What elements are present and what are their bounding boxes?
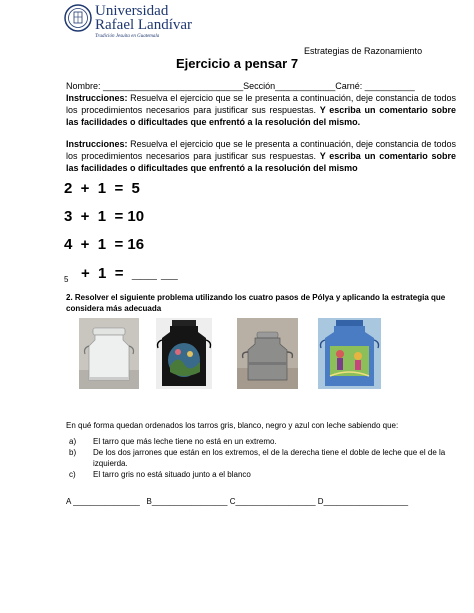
answer-blanks: A _______________ B_________________ C__________________ D___________________ [66, 497, 409, 506]
equation-2: 3 + 1 = 10 [64, 208, 145, 225]
list-item [66, 469, 456, 480]
instructions-paragraph-1 [66, 92, 456, 128]
instructions-comment: Y escriba un comentario sobre las facilidades o dificultades que enfrentó a la resolución del mismo [66, 151, 456, 173]
clue-text: De los dos jarrones que están en los extremos, el de la derecha tiene el doble de leche que el de la izquierda. [93, 448, 446, 468]
instructions-text: Resuelva el ejercicio que se le presenta a continuación, deje constancia de todos los procedimientos necesarios para justificar sus respuestas. [66, 93, 456, 115]
equation-1: 2 + 1 = 5 [64, 180, 140, 197]
instructions-text: Resuelva el ejercicio que se le presenta a continuación, deje constancia de todos los procedimientos necesarios para justificar sus respuestas. [66, 139, 456, 161]
gray-milk-can-image [237, 318, 298, 389]
university-logo [64, 4, 194, 42]
instructions-paragraph-2 [66, 138, 456, 174]
white-milk-can-image [79, 318, 139, 389]
student-info-line: Nombre: ____________________________Sección____________Carné: __________ [66, 81, 415, 91]
clue-text: El tarro que más leche tiene no está en un extremo. [93, 437, 277, 446]
clue-label: b) [69, 448, 77, 457]
list-item [66, 436, 456, 447]
equation-4-number: 5 [64, 275, 69, 284]
blue-milk-can-image [318, 318, 381, 389]
equation-4-rest: + 1 = ___ __ [68, 265, 178, 282]
instructions-label: Instrucciones: [66, 139, 128, 149]
question-2: 2. Resolver el siguiente problema utilizando los cuatro pasos de Pólya y aplicando la estrategia que considera más adecuada [66, 293, 446, 313]
page-title: Ejercicio a pensar 7 [175, 56, 299, 71]
list-item [66, 447, 456, 469]
instructions-label: Instrucciones: [66, 93, 128, 103]
instructions-comment: Y escriba un comentario sobre las facilidades o dificultades que enfrentó a la resolución del mismo. [66, 105, 456, 127]
equation-3: 4 + 1 = 16 [64, 236, 145, 253]
equation-4 [64, 265, 178, 284]
black-milk-can-image [156, 318, 212, 389]
clue-label: a) [69, 437, 77, 446]
clues-list [66, 436, 456, 480]
university-name-line2: Rafael Landívar [95, 17, 193, 33]
university-tagline: Tradición Jesuita en Guatemala [95, 34, 160, 39]
clue-label: c) [69, 470, 76, 479]
problem-question: En qué forma quedan ordenados los tarros gris, blanco, negro y azul con leche sabiendo que: [66, 421, 399, 430]
course-name: Estrategias de Razonamiento [304, 46, 423, 56]
university-seal-icon [64, 4, 92, 32]
clue-text: El tarro gris no está situado junto a el blanco [93, 470, 251, 479]
university-name-line1: Universidad [95, 3, 169, 19]
